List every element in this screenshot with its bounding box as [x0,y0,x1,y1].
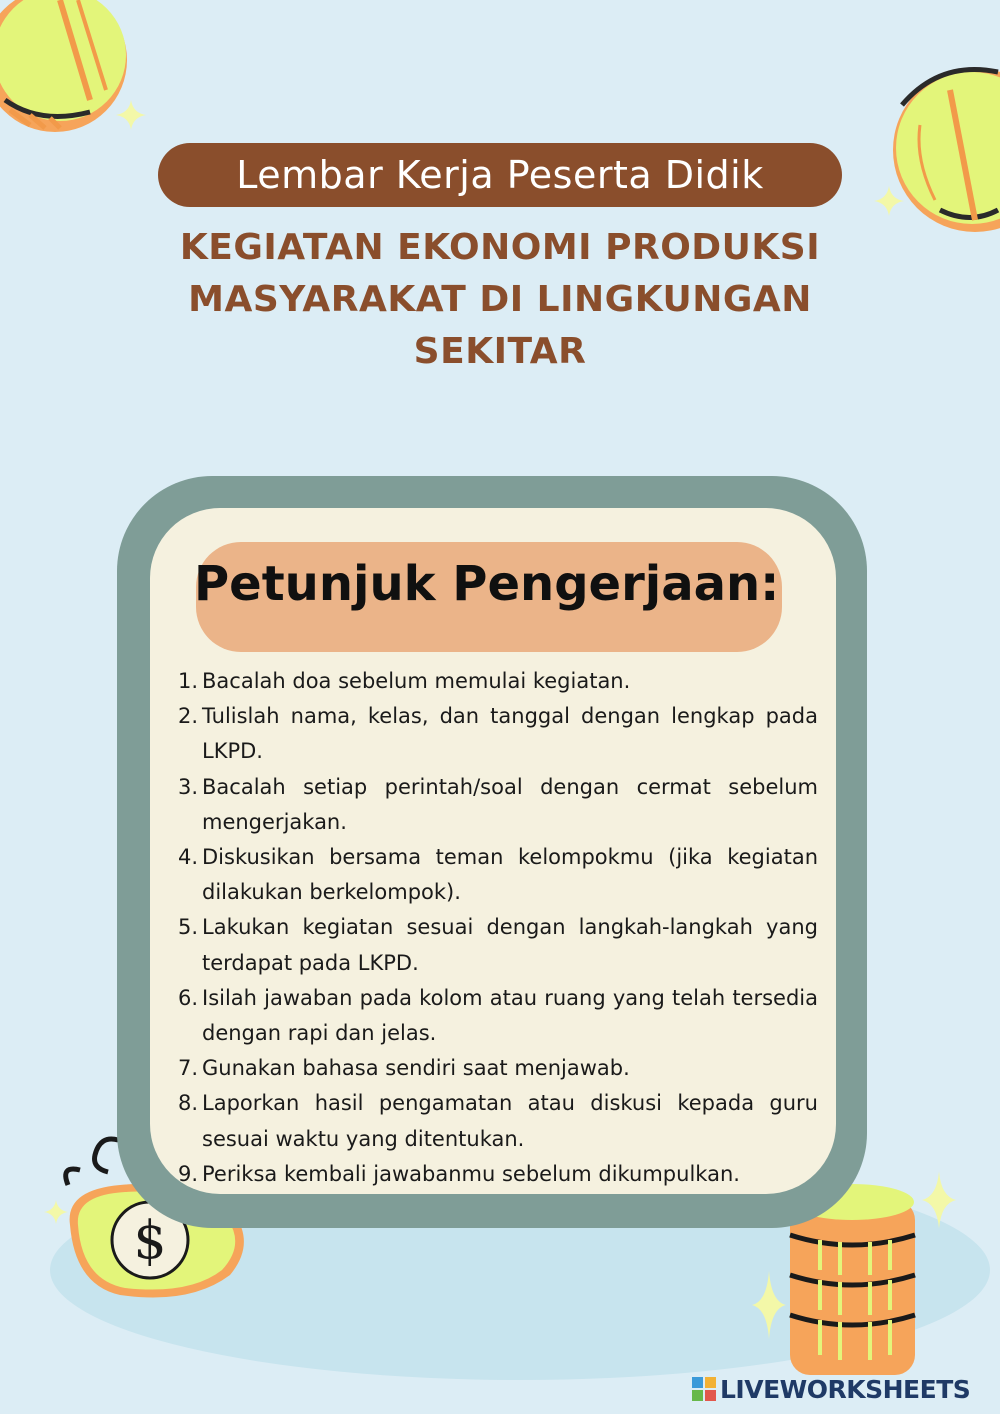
step-number: 5. [178,915,199,940]
sparkle-icon [116,100,146,130]
list-item [178,664,818,699]
list-item [178,1157,818,1192]
dollar-symbol: $ [133,1211,167,1271]
title-line-3: SEKITAR [413,331,587,372]
list-item [178,981,818,1051]
sparkle-icon [44,1200,68,1224]
step-text: Isilah jawaban pada kolom atau ruang yang telah tersedia dengan rapi dan jelas. [202,985,818,1046]
step-number: 6. [178,985,199,1010]
list-item [178,840,818,910]
sparkle-icon [874,186,904,216]
step-text: Tulislah nama, kelas, dan tanggal dengan lengkap pada LKPD. [202,704,818,764]
step-text: Bacalah setiap perintah/soal dengan cermat sebelum mengerjakan. [202,774,818,834]
step-text: Gunakan bahasa sendiri saat menjawab. [202,1056,630,1081]
watermark-text: LIVEWORKSHEETS [720,1374,971,1404]
title-line-2: MASYARAKAT DI LINGKUNGAN [188,279,812,320]
title-line-1: KEGIATAN EKONOMI PRODUKSI [179,227,821,268]
list-item [178,1086,818,1156]
list-item [178,910,818,980]
step-text: Bacalah doa sebelum memulai kegiatan. [202,669,631,693]
subtitle-text: Lembar Kerja Peserta Didik [236,153,764,197]
liveworksheets-watermark[interactable] [692,1373,970,1405]
step-text: Diskusikan bersama teman kelompokmu (jika kegiatan dilakukan berkelompok). [202,845,818,905]
subtitle-banner [158,143,842,207]
step-number: 3. [178,774,199,799]
step-number: 2. [178,704,199,729]
step-text: Lakukan kegiatan sesuai dengan langkah-langkah yang terdapat pada LKPD. [202,915,818,975]
page-title [150,222,850,378]
step-number: 1. [178,669,199,693]
list-item [178,699,818,769]
sparkle-icon [922,1170,956,1230]
instruction-heading [196,553,782,615]
step-number: 9. [178,1161,199,1186]
step-text: Periksa kembali jawabanmu sebelum dikumpulkan. [202,1161,740,1186]
list-item [178,770,818,840]
instruction-list [178,664,818,1192]
sparkle-icon [752,1270,786,1340]
step-number: 8. [178,1091,199,1116]
list-item [178,1051,818,1086]
step-number: 4. [178,845,199,870]
step-number: 7. [178,1056,199,1081]
liveworksheets-logo-icon [692,1377,716,1401]
instruction-heading-text: Petunjuk Pengerjaan: [194,556,780,612]
step-text: Laporkan hasil pengamatan atau diskusi kepada guru sesuai waktu yang ditentukan. [202,1091,818,1151]
